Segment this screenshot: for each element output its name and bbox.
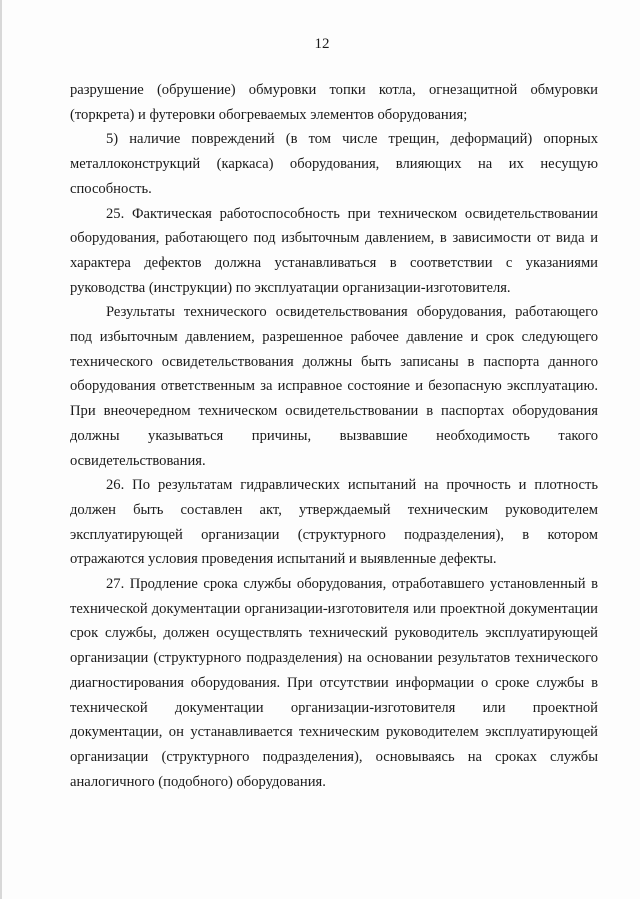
paragraph-continuation: разрушение (обрушение) обмуровки топки котла, огнезащитной обмуровки (торкрета) и футеровки обогреваемых элементов оборудования; xyxy=(70,82,598,123)
paragraph-item-5: 5) наличие повреждений (в том числе трещин, деформаций) опорных металлоконструкций (каркаса) оборудования, влияющих на их несущую способность. xyxy=(70,131,598,197)
document-body xyxy=(70,78,598,794)
paragraph-clause-27: 27. Продление срока службы оборудования, отработавшего установленный в технической документации организации-изготовителя или проектной документации срок службы, должен осуществлять технический руководитель эксплуатирующей организации (структурного подразделения) на основании результатов технического диагностирования оборудования. При отсутствии информации о сроке службы в технической документации организации-изготовителя или проектной документации, он устанавливается техническим руководителем эксплуатирующей организации (структурного подразделения), основываясь на сроках службы аналогичного (подобного) оборудования. xyxy=(70,576,598,790)
page-number: 12 xyxy=(314,36,330,52)
paragraph-clause-25: 25. Фактическая работоспособность при техническом освидетельствовании оборудования, работающего под избыточным давлением, в зависимости от вида и характера дефектов должна устанавливаться в соответствии с указаниями руководства (инструкции) по эксплуатации организации-изготовителя. xyxy=(70,205,598,296)
paragraph-results: Результаты технического освидетельствования оборудования, работающего под избыточным давлением, разрешенное рабочее давление и срок следующего технического освидетельствования должны быть записаны в паспорта данного оборудования ответственным за исправное состояние и безопасную эксплуатацию. При внеочередном техническом освидетельствовании в паспортах оборудования должны указываться причины, вызвавшие необходимость такого освидетельствования. xyxy=(70,304,598,469)
paragraph-clause-26: 26. По результатам гидравлических испытаний на прочность и плотность должен быть составлен акт, утверждаемый техническим руководителем эксплуатирующей организации (структурного подразделения), в котором отражаются условия проведения испытаний и выявленные дефекты. xyxy=(70,477,598,568)
